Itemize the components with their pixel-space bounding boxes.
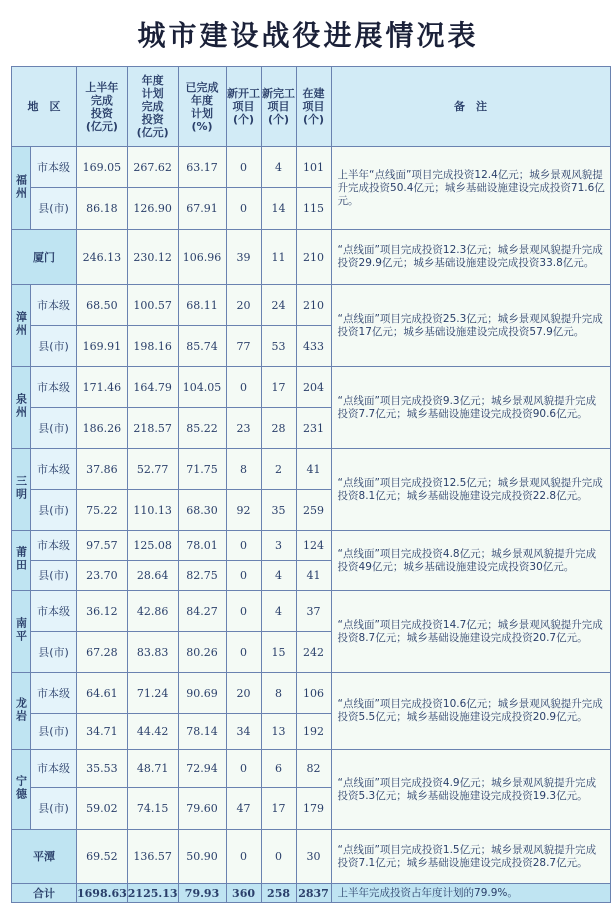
sub-label: 市本级 — [31, 367, 77, 408]
note-cell: “点线面”项目完成投资9.3亿元；城乡景观风貌提升完成投资7.7亿元；城乡基础设施建设完成投资90.6亿元。 — [331, 367, 610, 449]
page-title: 城市建设战役进展情况表 — [137, 19, 479, 52]
cell: 47 — [226, 788, 261, 830]
sub-label: 市本级 — [31, 285, 77, 326]
cell: 6 — [261, 750, 296, 788]
region-name: 龙岩 — [14, 696, 28, 723]
cell: 115 — [296, 188, 331, 230]
cell: 2 — [261, 449, 296, 490]
cell: 23 — [226, 408, 261, 449]
table-row — [12, 591, 611, 632]
note-cell: “点线面”项目完成投资4.8亿元；城乡景观风貌提升完成投资49亿元；城乡基础设施建设完成投资30亿元。 — [331, 531, 610, 591]
cell: 101 — [296, 147, 331, 188]
cell: 169.05 — [77, 147, 128, 188]
cell: 42.86 — [127, 591, 178, 632]
cell: 74.15 — [127, 788, 178, 830]
cell: 77 — [226, 326, 261, 367]
region-name: 三明 — [14, 475, 28, 501]
header-note: 备 注 — [331, 67, 610, 147]
cell: 0 — [226, 591, 261, 632]
table-row — [12, 285, 611, 326]
header-h3: 已完成 年度 计划 (%) — [178, 67, 226, 147]
cell: 192 — [296, 714, 331, 750]
region-name: 福州 — [14, 173, 28, 200]
cell: 0 — [226, 188, 261, 230]
cell: 124 — [296, 531, 331, 561]
cell: 28.64 — [127, 561, 178, 591]
cell: 41 — [296, 449, 331, 490]
table-row — [12, 230, 611, 285]
note-cell: 上半年“点线面”项目完成投资12.4亿元；城乡景观风貌提升完成投资50.4亿元；城乡基础设施建设完成投资71.6亿元。 — [331, 147, 610, 230]
cell: 48.71 — [127, 750, 178, 788]
cell: 67.91 — [178, 188, 226, 230]
cell: 210 — [296, 230, 331, 285]
cell: 0 — [226, 632, 261, 673]
cell: 59.02 — [77, 788, 128, 830]
cell: 230.12 — [127, 230, 178, 285]
cell: 72.94 — [178, 750, 226, 788]
cell: 171.46 — [77, 367, 128, 408]
cell: 126.90 — [127, 188, 178, 230]
cell: 68.50 — [77, 285, 128, 326]
table-row — [12, 147, 611, 188]
cell: 82.75 — [178, 561, 226, 591]
cell: 30 — [296, 830, 331, 884]
cell: 36.12 — [77, 591, 128, 632]
note-cell: “点线面”项目完成投资14.7亿元；城乡景观风貌提升完成投资8.7亿元；城乡基础设施建设完成投资20.7亿元。 — [331, 591, 610, 673]
cell: 83.83 — [127, 632, 178, 673]
cell: 34.71 — [77, 714, 128, 750]
cell: 218.57 — [127, 408, 178, 449]
progress-table — [11, 66, 611, 903]
cell: 86.18 — [77, 188, 128, 230]
cell: 35 — [261, 490, 296, 531]
cell: 44.42 — [127, 714, 178, 750]
cell: 78.01 — [178, 531, 226, 561]
cell: 79.93 — [178, 884, 226, 903]
cell: 8 — [261, 673, 296, 714]
cell: 85.74 — [178, 326, 226, 367]
region-name: 莆田 — [14, 546, 28, 572]
total-label: 合计 — [12, 884, 77, 903]
note-cell: 上半年完成投资占年度计划的79.9%。 — [331, 884, 610, 903]
sub-label: 县(市) — [31, 632, 77, 673]
cell: 53 — [261, 326, 296, 367]
cell: 37.86 — [77, 449, 128, 490]
note-cell: “点线面”项目完成投资12.3亿元；城乡景观风貌提升完成投资29.9亿元；城乡基础设施建设完成投资33.8亿元。 — [331, 230, 610, 285]
cell: 97.57 — [77, 531, 128, 561]
cell: 11 — [261, 230, 296, 285]
sub-label: 市本级 — [31, 449, 77, 490]
cell: 125.08 — [127, 531, 178, 561]
header-h6: 在建 项目 (个) — [296, 67, 331, 147]
cell: 67.28 — [77, 632, 128, 673]
cell: 231 — [296, 408, 331, 449]
note-cell: “点线面”项目完成投资25.3亿元；城乡景观风貌提升完成投资17亿元；城乡基础设施建设完成投资57.9亿元。 — [331, 285, 610, 367]
cell: 15 — [261, 632, 296, 673]
cell: 78.14 — [178, 714, 226, 750]
cell: 20 — [226, 673, 261, 714]
cell: 210 — [296, 285, 331, 326]
cell: 0 — [226, 750, 261, 788]
cell: 84.27 — [178, 591, 226, 632]
cell: 104.05 — [178, 367, 226, 408]
cell: 242 — [296, 632, 331, 673]
cell: 433 — [296, 326, 331, 367]
table-row — [12, 367, 611, 408]
header-h5: 新完工 项目 (个) — [261, 67, 296, 147]
sub-label: 市本级 — [31, 673, 77, 714]
cell: 258 — [261, 884, 296, 903]
sub-label: 市本级 — [31, 591, 77, 632]
cell: 28 — [261, 408, 296, 449]
cell: 4 — [261, 147, 296, 188]
cell: 169.91 — [77, 326, 128, 367]
region-name: 南平 — [14, 617, 28, 643]
cell: 75.22 — [77, 490, 128, 531]
header-h1: 上半年 完成 投资 (亿元) — [77, 67, 128, 147]
cell: 82 — [296, 750, 331, 788]
note-cell: “点线面”项目完成投资12.5亿元；城乡景观风貌提升完成投资8.1亿元；城乡基础设施建设完成投资22.8亿元。 — [331, 449, 610, 531]
cell: 63.17 — [178, 147, 226, 188]
header-h2: 年度 计划 完成 投资 (亿元) — [127, 67, 178, 147]
sub-label: 县(市) — [31, 188, 77, 230]
cell: 186.26 — [77, 408, 128, 449]
note-cell: “点线面”项目完成投资1.5亿元；城乡景观风貌提升完成投资7.1亿元；城乡基础设施建设完成投资28.7亿元。 — [331, 830, 610, 884]
sub-label: 县(市) — [31, 326, 77, 367]
cell: 360 — [226, 884, 261, 903]
cell: 179 — [296, 788, 331, 830]
cell: 259 — [296, 490, 331, 531]
cell: 100.57 — [127, 285, 178, 326]
cell: 80.26 — [178, 632, 226, 673]
cell: 71.75 — [178, 449, 226, 490]
table-row — [12, 673, 611, 714]
cell: 0 — [261, 830, 296, 884]
cell: 90.69 — [178, 673, 226, 714]
sub-label: 县(市) — [31, 561, 77, 591]
cell: 64.61 — [77, 673, 128, 714]
cell: 0 — [226, 830, 261, 884]
region-name: 泉州 — [14, 393, 28, 419]
total-row — [12, 884, 611, 903]
cell: 71.24 — [127, 673, 178, 714]
region-name: 平潭 — [12, 830, 77, 884]
cell: 41 — [296, 561, 331, 591]
cell: 24 — [261, 285, 296, 326]
cell: 37 — [296, 591, 331, 632]
cell: 8 — [226, 449, 261, 490]
cell: 204 — [296, 367, 331, 408]
note-cell: “点线面”项目完成投资4.9亿元；城乡景观风貌提升完成投资5.3亿元；城乡基础设施建设完成投资19.3亿元。 — [331, 750, 610, 830]
cell: 20 — [226, 285, 261, 326]
cell: 3 — [261, 531, 296, 561]
sub-label: 市本级 — [31, 531, 77, 561]
cell: 52.77 — [127, 449, 178, 490]
cell: 85.22 — [178, 408, 226, 449]
cell: 14 — [261, 188, 296, 230]
table-row — [12, 830, 611, 884]
cell: 106.96 — [178, 230, 226, 285]
table-row — [12, 531, 611, 561]
cell: 0 — [226, 561, 261, 591]
sub-label: 市本级 — [31, 750, 77, 788]
cell: 79.60 — [178, 788, 226, 830]
sub-label: 县(市) — [31, 788, 77, 830]
cell: 164.79 — [127, 367, 178, 408]
cell: 106 — [296, 673, 331, 714]
cell: 50.90 — [178, 830, 226, 884]
header-row — [12, 67, 611, 147]
note-cell: “点线面”项目完成投资10.6亿元；城乡景观风貌提升完成投资5.5亿元；城乡基础设施建设完成投资20.9亿元。 — [331, 673, 610, 750]
cell: 110.13 — [127, 490, 178, 531]
cell: 0 — [226, 531, 261, 561]
cell: 0 — [226, 147, 261, 188]
cell: 23.70 — [77, 561, 128, 591]
cell: 2125.13 — [127, 884, 178, 903]
sub-label: 县(市) — [31, 490, 77, 531]
region-name: 漳州 — [14, 311, 28, 337]
cell: 69.52 — [77, 830, 128, 884]
cell: 2837 — [296, 884, 331, 903]
cell: 35.53 — [77, 750, 128, 788]
cell: 246.13 — [77, 230, 128, 285]
sub-label: 县(市) — [31, 714, 77, 750]
cell: 4 — [261, 591, 296, 632]
table-row — [12, 449, 611, 490]
cell: 0 — [226, 367, 261, 408]
cell: 136.57 — [127, 830, 178, 884]
cell: 68.30 — [178, 490, 226, 531]
cell: 92 — [226, 490, 261, 531]
table-row — [12, 750, 611, 788]
cell: 68.11 — [178, 285, 226, 326]
region-name: 宁德 — [14, 775, 28, 801]
header-region: 地 区 — [12, 67, 77, 147]
cell: 13 — [261, 714, 296, 750]
region-name: 厦门 — [12, 230, 77, 285]
header-h4: 新开工 项目 (个) — [226, 67, 261, 147]
cell: 17 — [261, 367, 296, 408]
cell: 34 — [226, 714, 261, 750]
cell: 267.62 — [127, 147, 178, 188]
cell: 17 — [261, 788, 296, 830]
cell: 4 — [261, 561, 296, 591]
cell: 39 — [226, 230, 261, 285]
cell: 1698.63 — [77, 884, 128, 903]
cell: 198.16 — [127, 326, 178, 367]
sub-label: 市本级 — [31, 147, 77, 188]
sub-label: 县(市) — [31, 408, 77, 449]
